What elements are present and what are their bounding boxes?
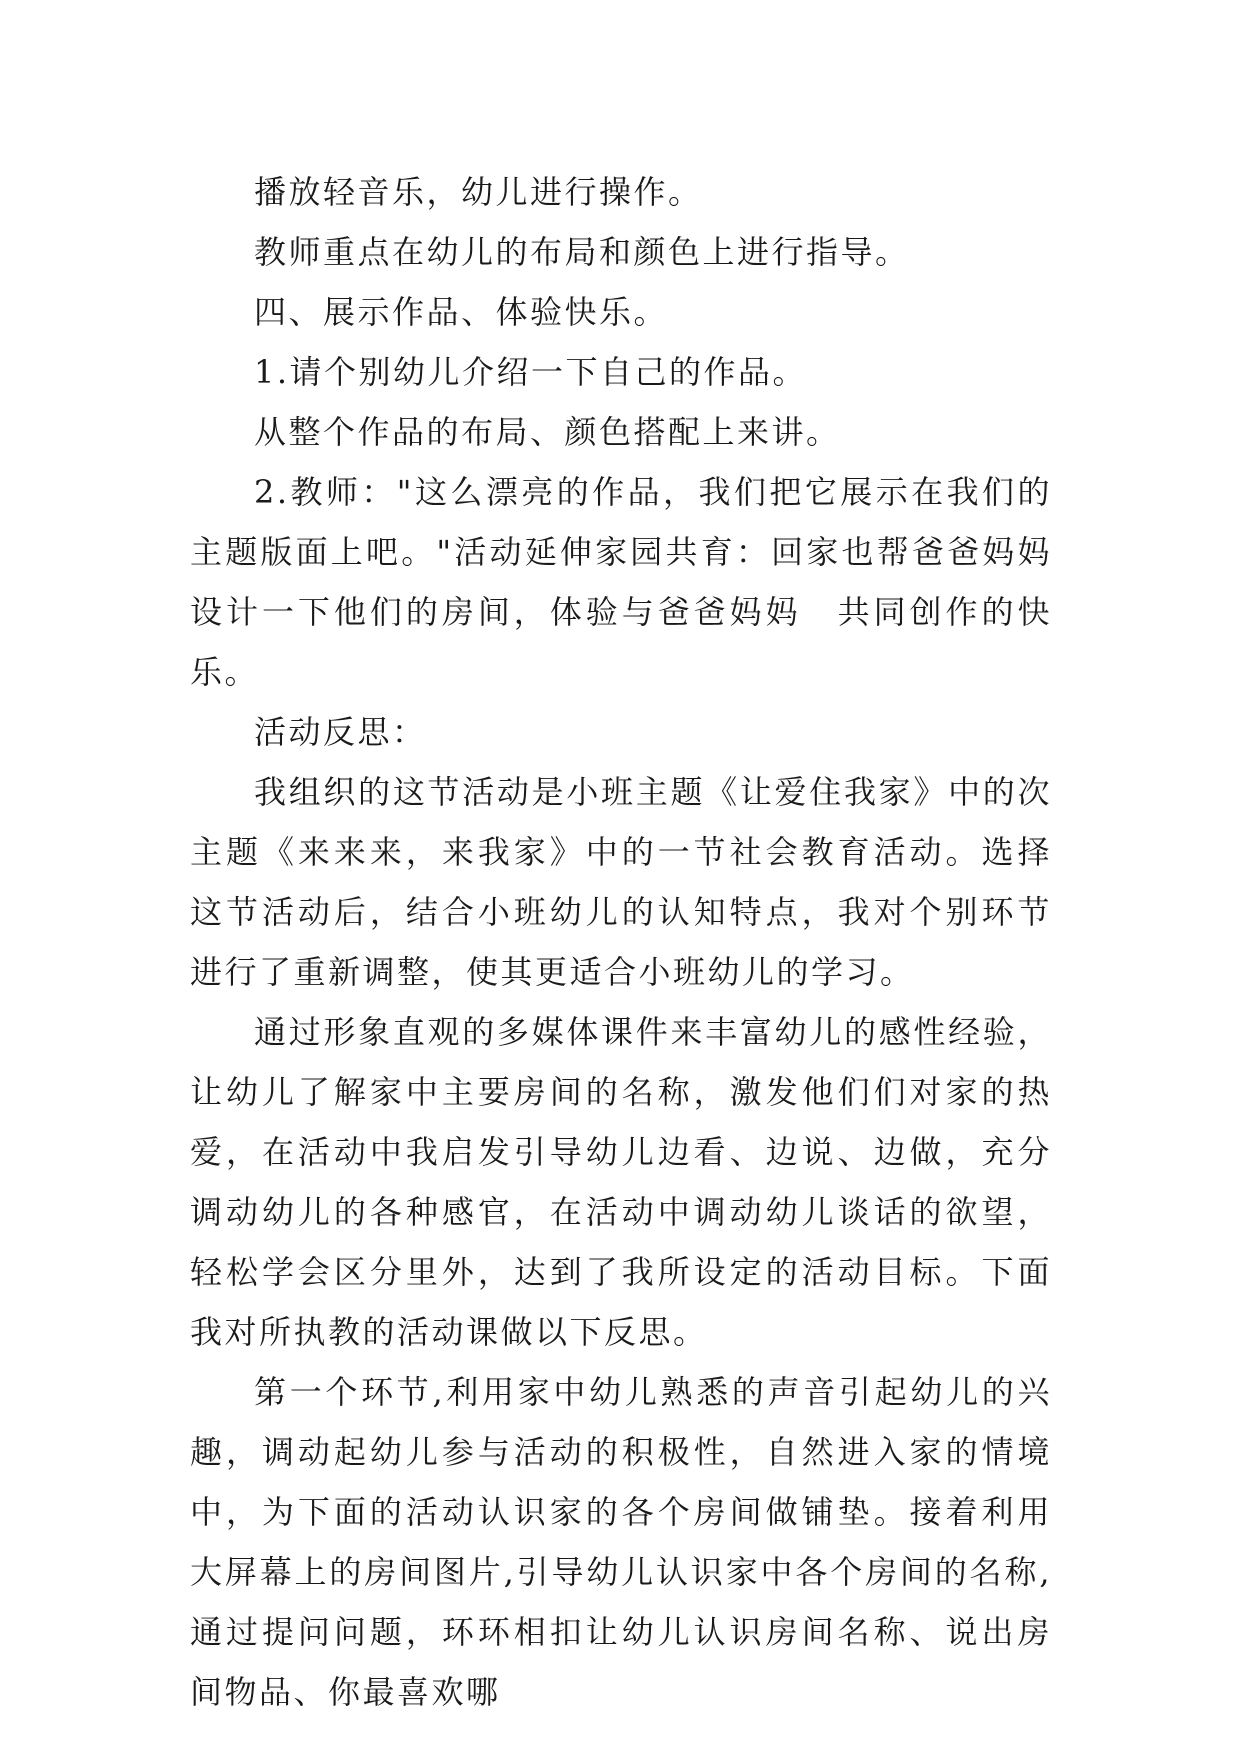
document-page [190,162,1052,1722]
section-heading: 四、展示作品、体验快乐。 [254,293,669,331]
paragraph: 从整个作品的布局、颜色搭配上来讲。 [254,413,841,451]
paragraph: 第一个环节,利用家中幼儿熟悉的声音引起幼儿的兴趣，调动起幼儿参与活动的积极性，自然进入家的情境中，为下面的活动认识家的各个房间做铺垫。接着利用大屏幕上的房间图片,引导幼儿认识家中各个房间的名称,通过提问问题，环环相扣让幼儿认识房间名称、说出房间物品、你最喜欢哪 [190,1373,1052,1711]
section-heading: 活动反思： [254,713,427,751]
paragraph: 教师重点在幼儿的布局和颜色上进行指导。 [254,233,910,271]
paragraph: 1.请个别幼儿介绍一下自己的作品。 [254,353,808,391]
paragraph: 2.教师："这么漂亮的作品，我们把它展示在我们的主题版面上吧。"活动延伸家园共育：回家也帮爸爸妈妈设计一下他们的房间，体验与爸爸妈妈 共同创作的快乐。 [190,473,1052,691]
paragraph: 播放轻音乐，幼儿进行操作。 [254,173,703,211]
paragraph: 我组织的这节活动是小班主题《让爱住我家》中的次主题《来来来，来我家》中的一节社会教育活动。选择这节活动后，结合小班幼儿的认知特点，我对个别环节进行了重新调整，使其更适合小班幼儿的学习。 [190,773,1052,991]
paragraph: 通过形象直观的多媒体课件来丰富幼儿的感性经验，让幼儿了解家中主要房间的名称，激发他们们对家的热爱，在活动中我启发引导幼儿边看、边说、边做，充分调动幼儿的各种感官，在活动中调动幼儿谈话的欲望，轻松学会区分里外，达到了我所设定的活动目标。下面我对所执教的活动课做以下反思。 [190,1013,1052,1351]
